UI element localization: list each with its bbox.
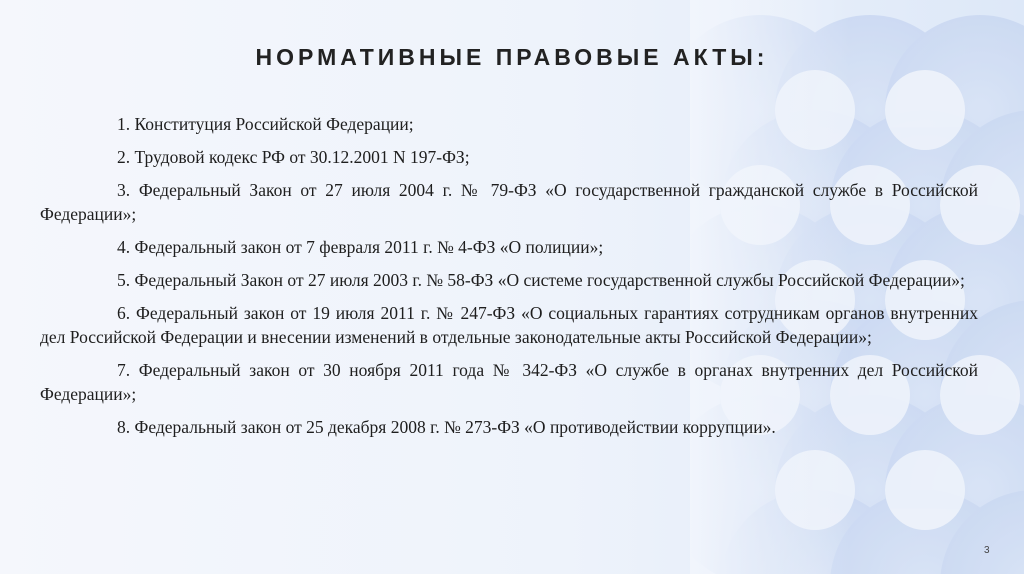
list-item: 8. Федеральный закон от 25 декабря 2008 г. № 273-ФЗ «О противодействии коррупции».	[117, 417, 776, 437]
slide-title: НОРМАТИВНЫЕ ПРАВОВЫЕ АКТЫ:	[255, 44, 769, 70]
list-item: 2. Трудовой кодекс РФ от 30.12.2001 N 197-ФЗ;	[117, 147, 470, 167]
list-item: 7. Федеральный закон от 30 ноября 2011 года № 342-ФЗ «О службе в органах внутренних дел Российской Федерации»;	[40, 360, 978, 404]
legal-acts-list	[40, 112, 978, 448]
list-item: 6. Федеральный закон от 19 июля 2011 г. № 247-ФЗ «О социальных гарантиях сотрудникам органов внутренних дел Российской Федерации и внесении изменений в отдельные законодательные акты Российской Федерации»;	[40, 303, 978, 347]
list-item: 1. Конституция Российской Федерации;	[117, 114, 414, 134]
list-item: 5. Федеральный Закон от 27 июля 2003 г. № 58-ФЗ «О системе государственной службы Российской Федерации»;	[117, 270, 965, 290]
list-item: 4. Федеральный закон от 7 февраля 2011 г. № 4-ФЗ «О полиции»;	[117, 237, 604, 257]
page-number: 3	[984, 545, 990, 556]
list-item: 3. Федеральный Закон от 27 июля 2004 г. № 79-ФЗ «О государственной гражданской службе в Российской Федерации»;	[40, 180, 978, 224]
